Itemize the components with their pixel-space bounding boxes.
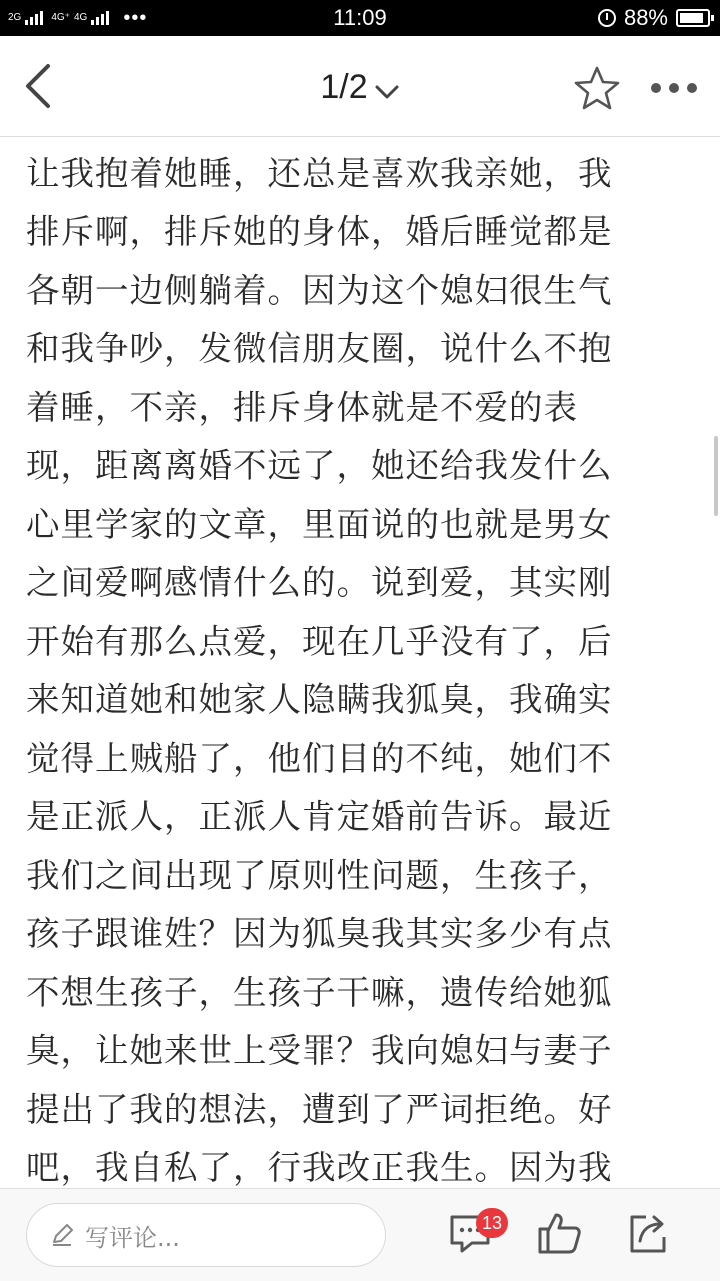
alarm-icon [598,9,616,27]
article-text: 让我抱着她睡，还总是喜欢我亲她，我 排斥啊，排斥她的身体，婚后睡觉都是 各朝一边侧躺着。因为这个媳妇很生气 和我争吵，发微信朋友圈，说什么不抱 着睡，不亲，排斥身体就是不爱的表 现，距离离婚不远了，她还给我发什么 心里学家的文章，里面说的也就是男女 之间爱啊感情什么的。说到爱，其实刚 开始有那么点爱，现在几乎没有了，后 来知道她和她家人隐瞒我狐臭，我确实 觉得上贼船了，他们目的不纯，她们不 是正派人，正派人肯定婚前告诉。最近 我们之间出现了原则性问题，生孩子， 孩子跟谁姓？因为狐臭我其实多少有点 不想生孩子，生孩子干嘛，遗传给她狐 臭，让她来世上受罪？我向媳妇与妻子 提出了我的想法，遭到了严词拒绝。好 吧，我自私了，行我改正我生。因为我 [26,153,613,1187]
article-content[interactable] [0,136,720,1188]
network-type-2g: 2G [8,12,22,23]
star-icon [572,64,622,114]
more-dot-icon [669,83,679,93]
thumbs-up-icon [536,1209,584,1257]
like-button[interactable] [536,1209,584,1257]
network-type-4g: 4G [73,12,88,23]
battery-level [680,13,703,23]
page-indicator: 1/2 [320,68,368,106]
article-header [0,36,720,137]
status-right [598,0,710,36]
share-icon [624,1209,672,1257]
more-notifications-icon: ••• [123,6,148,29]
pencil-icon [49,1222,75,1248]
share-button[interactable] [624,1209,672,1257]
battery-icon [676,9,710,27]
chevron-down-icon [374,66,400,112]
bottom-action-bar [0,1188,720,1281]
more-dot-icon [687,83,697,93]
favorite-button[interactable] [572,64,622,114]
status-time: 11:09 [333,5,387,30]
battery-percent: 88% [623,5,668,30]
status-bar [0,0,720,36]
comment-input[interactable] [26,1203,386,1267]
network-type-4g-plus: 4G⁺ [51,12,70,23]
comment-placeholder: 写评论... [85,1223,180,1252]
comment-count-badge: 13 [476,1208,508,1238]
more-options-button[interactable] [644,76,704,100]
scrollbar[interactable] [714,436,718,516]
more-dot-icon [651,83,661,93]
